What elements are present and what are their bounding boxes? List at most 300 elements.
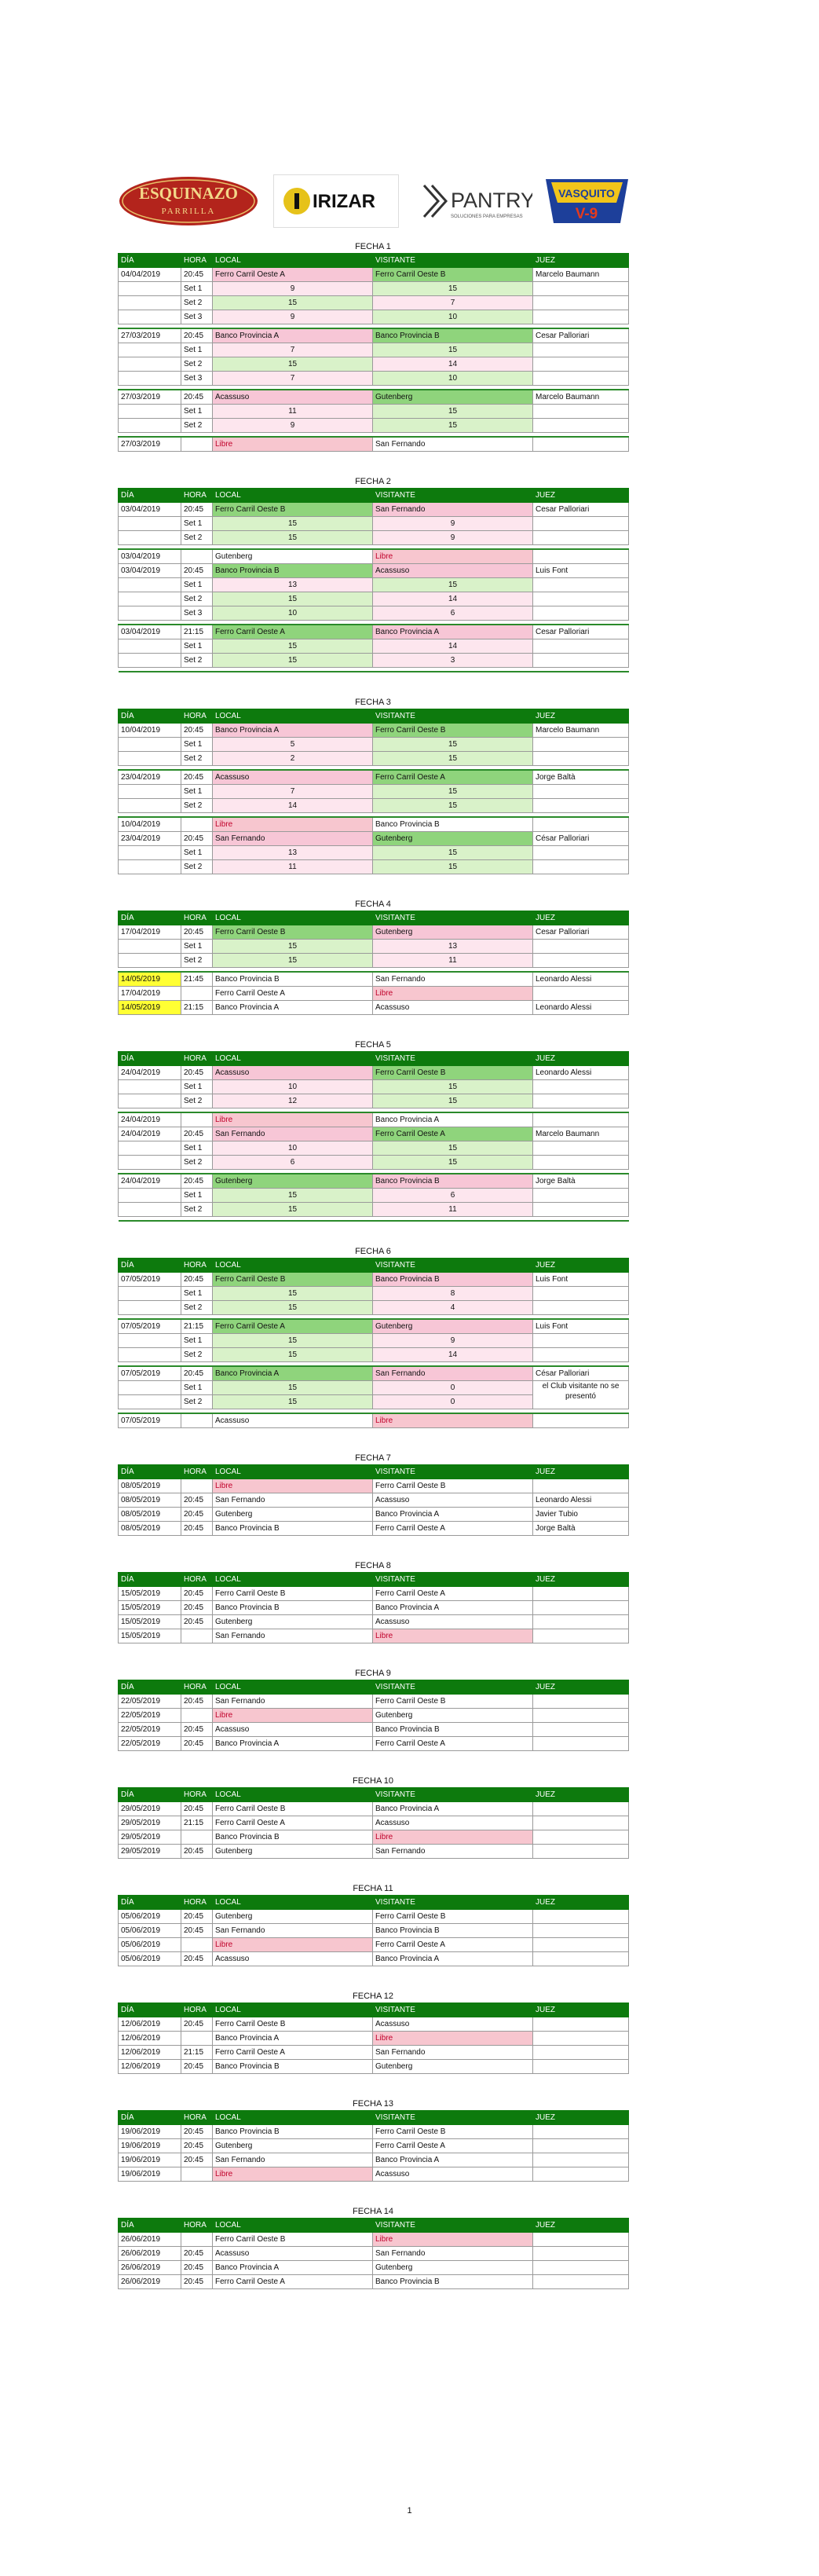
empty-cell (119, 310, 181, 324)
visiting-team: Libre (373, 1629, 533, 1643)
local-team: San Fernando (213, 832, 373, 846)
empty-cell (533, 372, 629, 386)
referee-note: el Club visitante no se presentó (533, 1381, 629, 1409)
set-label: Set 2 (181, 531, 213, 545)
visiting-team: Banco Provincia B (373, 1723, 533, 1737)
fixture-table (118, 2003, 629, 2074)
local-team: Banco Provincia B (213, 564, 373, 578)
fecha-title: FECHA 4 (355, 900, 391, 909)
visiting-score: 15 (373, 1141, 533, 1156)
match-date: 24/04/2019 (119, 1066, 181, 1080)
header-hora: HORA (181, 2111, 213, 2125)
set-label: Set 1 (181, 1334, 213, 1348)
match-date: 19/06/2019 (119, 2153, 181, 2167)
empty-cell (533, 1189, 629, 1203)
set-row (119, 1334, 629, 1348)
match-date: 29/05/2019 (119, 1816, 181, 1830)
visiting-team: San Fernando (373, 437, 533, 452)
empty-cell (119, 1395, 181, 1409)
local-team: Banco Provincia A (213, 1737, 373, 1751)
local-team: Gutenberg (213, 1845, 373, 1859)
header-row (119, 709, 629, 724)
match-time: 21:15 (181, 1816, 213, 1830)
visiting-score: 15 (373, 846, 533, 860)
header-juez: JUEZ (533, 254, 629, 268)
match-row (119, 2153, 629, 2167)
match-date: 14/05/2019 (119, 972, 181, 987)
match-row (119, 549, 629, 564)
match-row (119, 2017, 629, 2032)
empty-cell (119, 1156, 181, 1170)
empty-cell (533, 954, 629, 968)
set-row (119, 1348, 629, 1362)
visiting-score: 14 (373, 639, 533, 654)
match-date: 03/04/2019 (119, 564, 181, 578)
visiting-score: 15 (373, 1080, 533, 1094)
match-date: 29/05/2019 (119, 1802, 181, 1816)
match-date: 15/05/2019 (119, 1629, 181, 1643)
local-team: Gutenberg (213, 1910, 373, 1924)
referee: Cesar Palloriari (533, 925, 629, 940)
header-juez: JUEZ (533, 1052, 629, 1066)
set-label: Set 1 (181, 785, 213, 799)
header-juez: JUEZ (533, 1788, 629, 1802)
local-score: 6 (213, 1156, 373, 1170)
match-row (119, 1112, 629, 1127)
match-time: 20:45 (181, 2247, 213, 2261)
local-team: Banco Provincia A (213, 328, 373, 343)
set-label: Set 3 (181, 372, 213, 386)
visiting-score: 9 (373, 517, 533, 531)
header-local: LOCAL (213, 709, 373, 724)
match-time: 20:45 (181, 2275, 213, 2289)
visiting-team: Libre (373, 549, 533, 564)
match-date: 12/06/2019 (119, 2046, 181, 2060)
header-dia: DÍA (119, 1680, 181, 1695)
match-date: 22/05/2019 (119, 1723, 181, 1737)
local-team: Banco Provincia A (213, 724, 373, 738)
visiting-score: 15 (373, 799, 533, 813)
visiting-team: Gutenberg (373, 2060, 533, 2074)
match-time: 20:45 (181, 1910, 213, 1924)
empty-cell (533, 282, 629, 296)
local-score: 2 (213, 752, 373, 766)
local-team: Ferro Carril Oeste A (213, 268, 373, 282)
match-date: 19/06/2019 (119, 2167, 181, 2182)
empty-cell (533, 343, 629, 357)
match-date: 27/03/2019 (119, 437, 181, 452)
match-row (119, 1802, 629, 1816)
local-team: Banco Provincia B (213, 972, 373, 987)
match-date: 14/05/2019 (119, 1001, 181, 1015)
match-date: 29/05/2019 (119, 1845, 181, 1859)
separator-cell (533, 668, 629, 672)
set-label: Set 1 (181, 738, 213, 752)
referee (533, 1629, 629, 1643)
header-juez: JUEZ (533, 489, 629, 503)
referee: Leonardo Alessi (533, 972, 629, 987)
empty-cell (533, 517, 629, 531)
match-row (119, 972, 629, 987)
visiting-team: San Fernando (373, 1845, 533, 1859)
visiting-team: Gutenberg (373, 1709, 533, 1723)
match-date: 29/05/2019 (119, 1830, 181, 1845)
set-label: Set 2 (181, 954, 213, 968)
empty-cell (533, 1080, 629, 1094)
referee: Marcelo Baumann (533, 724, 629, 738)
set-label: Set 1 (181, 940, 213, 954)
empty-cell (119, 954, 181, 968)
fecha-section (118, 475, 628, 672)
visiting-team: San Fernando (373, 1366, 533, 1381)
set-label: Set 2 (181, 296, 213, 310)
visiting-score: 14 (373, 1348, 533, 1362)
separator-cell (181, 1217, 213, 1222)
visiting-score: 15 (373, 738, 533, 752)
local-team: Banco Provincia A (213, 1366, 373, 1381)
local-score: 15 (213, 1203, 373, 1217)
header-visitante: VISITANTE (373, 709, 533, 724)
match-time: 20:45 (181, 1127, 213, 1141)
local-team: Ferro Carril Oeste B (213, 503, 373, 517)
local-team: Ferro Carril Oeste B (213, 1802, 373, 1816)
match-row (119, 817, 629, 832)
match-row (119, 1629, 629, 1643)
header-juez: JUEZ (533, 1259, 629, 1273)
match-row (119, 987, 629, 1001)
match-time: 20:45 (181, 1587, 213, 1601)
match-row (119, 1001, 629, 1015)
empty-cell (119, 606, 181, 621)
header-row (119, 1896, 629, 1910)
set-row (119, 282, 629, 296)
match-time: 20:45 (181, 2153, 213, 2167)
header-dia: DÍA (119, 1788, 181, 1802)
match-time: 20:45 (181, 1695, 213, 1709)
match-date: 17/04/2019 (119, 925, 181, 940)
referee: Marcelo Baumann (533, 1127, 629, 1141)
match-row (119, 1413, 629, 1428)
match-row (119, 1522, 629, 1536)
header-visitante: VISITANTE (373, 911, 533, 925)
empty-cell (533, 785, 629, 799)
header-juez: JUEZ (533, 1896, 629, 1910)
local-team: Ferro Carril Oeste B (213, 1587, 373, 1601)
referee: César Palloriari (533, 832, 629, 846)
referee (533, 2046, 629, 2060)
header-dia: DÍA (119, 489, 181, 503)
referee: César Palloriari (533, 1366, 629, 1381)
referee (533, 2261, 629, 2275)
match-row (119, 2261, 629, 2275)
visiting-team: Acassuso (373, 1001, 533, 1015)
local-team: Banco Provincia A (213, 2032, 373, 2046)
local-score: 14 (213, 799, 373, 813)
match-date: 19/06/2019 (119, 2125, 181, 2139)
visiting-team: Banco Provincia A (373, 1508, 533, 1522)
match-time: 20:45 (181, 1273, 213, 1287)
separator-cell (213, 1217, 373, 1222)
empty-cell (119, 405, 181, 419)
empty-cell (119, 639, 181, 654)
fixture-table (118, 1787, 629, 1859)
set-row (119, 372, 629, 386)
header-visitante: VISITANTE (373, 1465, 533, 1479)
set-label: Set 1 (181, 1141, 213, 1156)
local-team: San Fernando (213, 1695, 373, 1709)
match-date: 08/05/2019 (119, 1493, 181, 1508)
referee: Cesar Palloriari (533, 503, 629, 517)
local-team: Gutenberg (213, 1615, 373, 1629)
match-date: 05/06/2019 (119, 1952, 181, 1966)
match-date: 19/06/2019 (119, 2139, 181, 2153)
set-row (119, 1189, 629, 1203)
irizar-logo (273, 174, 399, 228)
match-time: 20:45 (181, 564, 213, 578)
visiting-team: Banco Provincia A (373, 1112, 533, 1127)
separator-cell (119, 668, 181, 672)
local-team: Acassuso (213, 1066, 373, 1080)
referee: Luis Font (533, 1273, 629, 1287)
match-date: 05/06/2019 (119, 1938, 181, 1952)
match-row (119, 1723, 629, 1737)
visiting-team: Gutenberg (373, 1319, 533, 1334)
referee (533, 817, 629, 832)
fixture-table (118, 709, 629, 874)
visiting-team: San Fernando (373, 972, 533, 987)
match-date: 27/03/2019 (119, 328, 181, 343)
referee: Jorge Baltà (533, 770, 629, 785)
referee (533, 2032, 629, 2046)
set-row (119, 1203, 629, 1217)
header-row (119, 911, 629, 925)
header-juez: JUEZ (533, 1573, 629, 1587)
visiting-team: Banco Provincia B (373, 2275, 533, 2289)
set-row (119, 357, 629, 372)
header-hora: HORA (181, 2219, 213, 2233)
separator-cell (373, 1217, 533, 1222)
local-score: 9 (213, 282, 373, 296)
local-team: Banco Provincia B (213, 1522, 373, 1536)
set-label: Set 1 (181, 1381, 213, 1395)
pantry-logo (415, 174, 532, 228)
referee (533, 1802, 629, 1816)
match-time (181, 1830, 213, 1845)
set-row (119, 1156, 629, 1170)
empty-cell (533, 592, 629, 606)
match-date: 10/04/2019 (119, 817, 181, 832)
match-row (119, 2046, 629, 2060)
referee: Leonardo Alessi (533, 1066, 629, 1080)
local-score: 7 (213, 372, 373, 386)
header-row (119, 489, 629, 503)
empty-cell (533, 419, 629, 433)
fecha-section (118, 1667, 628, 1751)
local-team: Ferro Carril Oeste A (213, 2275, 373, 2289)
header-dia: DÍA (119, 1896, 181, 1910)
match-date: 04/04/2019 (119, 268, 181, 282)
visiting-score: 6 (373, 1189, 533, 1203)
fecha-title: FECHA 7 (355, 1453, 391, 1463)
referee: Jorge Baltà (533, 1174, 629, 1189)
visiting-score: 4 (373, 1301, 533, 1315)
referee (533, 1615, 629, 1629)
visiting-score: 10 (373, 310, 533, 324)
referee (533, 1737, 629, 1751)
match-date: 24/04/2019 (119, 1174, 181, 1189)
empty-cell (533, 1348, 629, 1362)
empty-cell (119, 799, 181, 813)
match-time: 21:15 (181, 1319, 213, 1334)
header-juez: JUEZ (533, 1465, 629, 1479)
header-row (119, 1573, 629, 1587)
visiting-score: 15 (373, 860, 533, 874)
match-time (181, 1112, 213, 1127)
vasquito-logo (542, 174, 632, 228)
match-row (119, 1508, 629, 1522)
header-juez: JUEZ (533, 1680, 629, 1695)
header-dia: DÍA (119, 2111, 181, 2125)
separator-cell (373, 668, 533, 672)
local-team: Acassuso (213, 390, 373, 405)
set-label: Set 2 (181, 1348, 213, 1362)
visiting-team: Libre (373, 1413, 533, 1428)
referee (533, 2167, 629, 2182)
set-label: Set 2 (181, 1156, 213, 1170)
visiting-score: 11 (373, 1203, 533, 1217)
visiting-team: Ferro Carril Oeste A (373, 1587, 533, 1601)
header-hora: HORA (181, 1680, 213, 1695)
match-date: 15/05/2019 (119, 1587, 181, 1601)
set-label: Set 2 (181, 592, 213, 606)
match-time: 20:45 (181, 1924, 213, 1938)
match-date: 23/04/2019 (119, 770, 181, 785)
local-team: Gutenberg (213, 549, 373, 564)
match-date: 27/03/2019 (119, 390, 181, 405)
visiting-team: Banco Provincia A (373, 1952, 533, 1966)
header-visitante: VISITANTE (373, 2003, 533, 2017)
fixture-table (118, 1572, 629, 1643)
local-score: 9 (213, 419, 373, 433)
local-score: 7 (213, 343, 373, 357)
visiting-team: Ferro Carril Oeste A (373, 2139, 533, 2153)
set-row (119, 940, 629, 954)
separator-cell (533, 1217, 629, 1222)
header-visitante: VISITANTE (373, 1680, 533, 1695)
local-team: Libre (213, 2167, 373, 2182)
referee (533, 2060, 629, 2074)
empty-cell (533, 531, 629, 545)
match-time (181, 437, 213, 452)
sponsor-logos (118, 174, 632, 228)
match-date: 26/06/2019 (119, 2261, 181, 2275)
header-visitante: VISITANTE (373, 254, 533, 268)
local-score: 5 (213, 738, 373, 752)
fecha-section (118, 898, 628, 1015)
set-row (119, 419, 629, 433)
match-row (119, 437, 629, 452)
header-hora: HORA (181, 254, 213, 268)
visiting-team: Libre (373, 1830, 533, 1845)
match-date: 03/04/2019 (119, 549, 181, 564)
set-row (119, 1094, 629, 1108)
match-date: 26/06/2019 (119, 2275, 181, 2289)
local-team: Banco Provincia B (213, 2060, 373, 2074)
match-date: 15/05/2019 (119, 1615, 181, 1629)
match-row (119, 770, 629, 785)
fecha-section (118, 240, 628, 452)
header-local: LOCAL (213, 1573, 373, 1587)
set-row (119, 405, 629, 419)
visiting-score: 6 (373, 606, 533, 621)
visiting-score: 15 (373, 752, 533, 766)
local-team: Gutenberg (213, 2139, 373, 2153)
match-date: 17/04/2019 (119, 987, 181, 1001)
header-local: LOCAL (213, 911, 373, 925)
empty-cell (119, 343, 181, 357)
empty-cell (119, 785, 181, 799)
local-team: Banco Provincia B (213, 1601, 373, 1615)
empty-cell (533, 578, 629, 592)
local-team: Acassuso (213, 2247, 373, 2261)
match-time: 20:45 (181, 1615, 213, 1629)
visiting-team: Ferro Carril Oeste B (373, 1479, 533, 1493)
set-row (119, 1381, 629, 1395)
empty-cell (119, 419, 181, 433)
visiting-team: Acassuso (373, 1493, 533, 1508)
match-time: 20:45 (181, 832, 213, 846)
visiting-score: 15 (373, 1094, 533, 1108)
visiting-team: Banco Provincia A (373, 1802, 533, 1816)
set-row (119, 531, 629, 545)
referee (533, 2139, 629, 2153)
set-row (119, 738, 629, 752)
match-row (119, 1174, 629, 1189)
header-row (119, 1259, 629, 1273)
set-row (119, 296, 629, 310)
set-row (119, 517, 629, 531)
set-row (119, 578, 629, 592)
visiting-team: Ferro Carril Oeste B (373, 268, 533, 282)
local-score: 15 (213, 296, 373, 310)
fixture-table (118, 1051, 629, 1222)
fecha-title: FECHA 3 (355, 698, 391, 707)
referee (533, 2247, 629, 2261)
local-team: San Fernando (213, 1629, 373, 1643)
fecha-section (118, 696, 628, 874)
fixture-table (118, 1680, 629, 1751)
local-score: 15 (213, 940, 373, 954)
fecha-title: FECHA 13 (353, 2099, 393, 2109)
local-team: Ferro Carril Oeste B (213, 925, 373, 940)
esquinazo-logo (118, 174, 259, 228)
match-row (119, 2275, 629, 2289)
match-row (119, 1938, 629, 1952)
match-time: 20:45 (181, 2139, 213, 2153)
referee: Marcelo Baumann (533, 390, 629, 405)
empty-cell (533, 1301, 629, 1315)
referee (533, 1587, 629, 1601)
match-date: 22/05/2019 (119, 1709, 181, 1723)
visiting-team: Gutenberg (373, 832, 533, 846)
local-score: 10 (213, 1141, 373, 1156)
set-label: Set 1 (181, 517, 213, 531)
visiting-score: 0 (373, 1381, 533, 1395)
match-time (181, 549, 213, 564)
visiting-team: Acassuso (373, 2167, 533, 2182)
match-time: 20:45 (181, 503, 213, 517)
visiting-score: 13 (373, 940, 533, 954)
